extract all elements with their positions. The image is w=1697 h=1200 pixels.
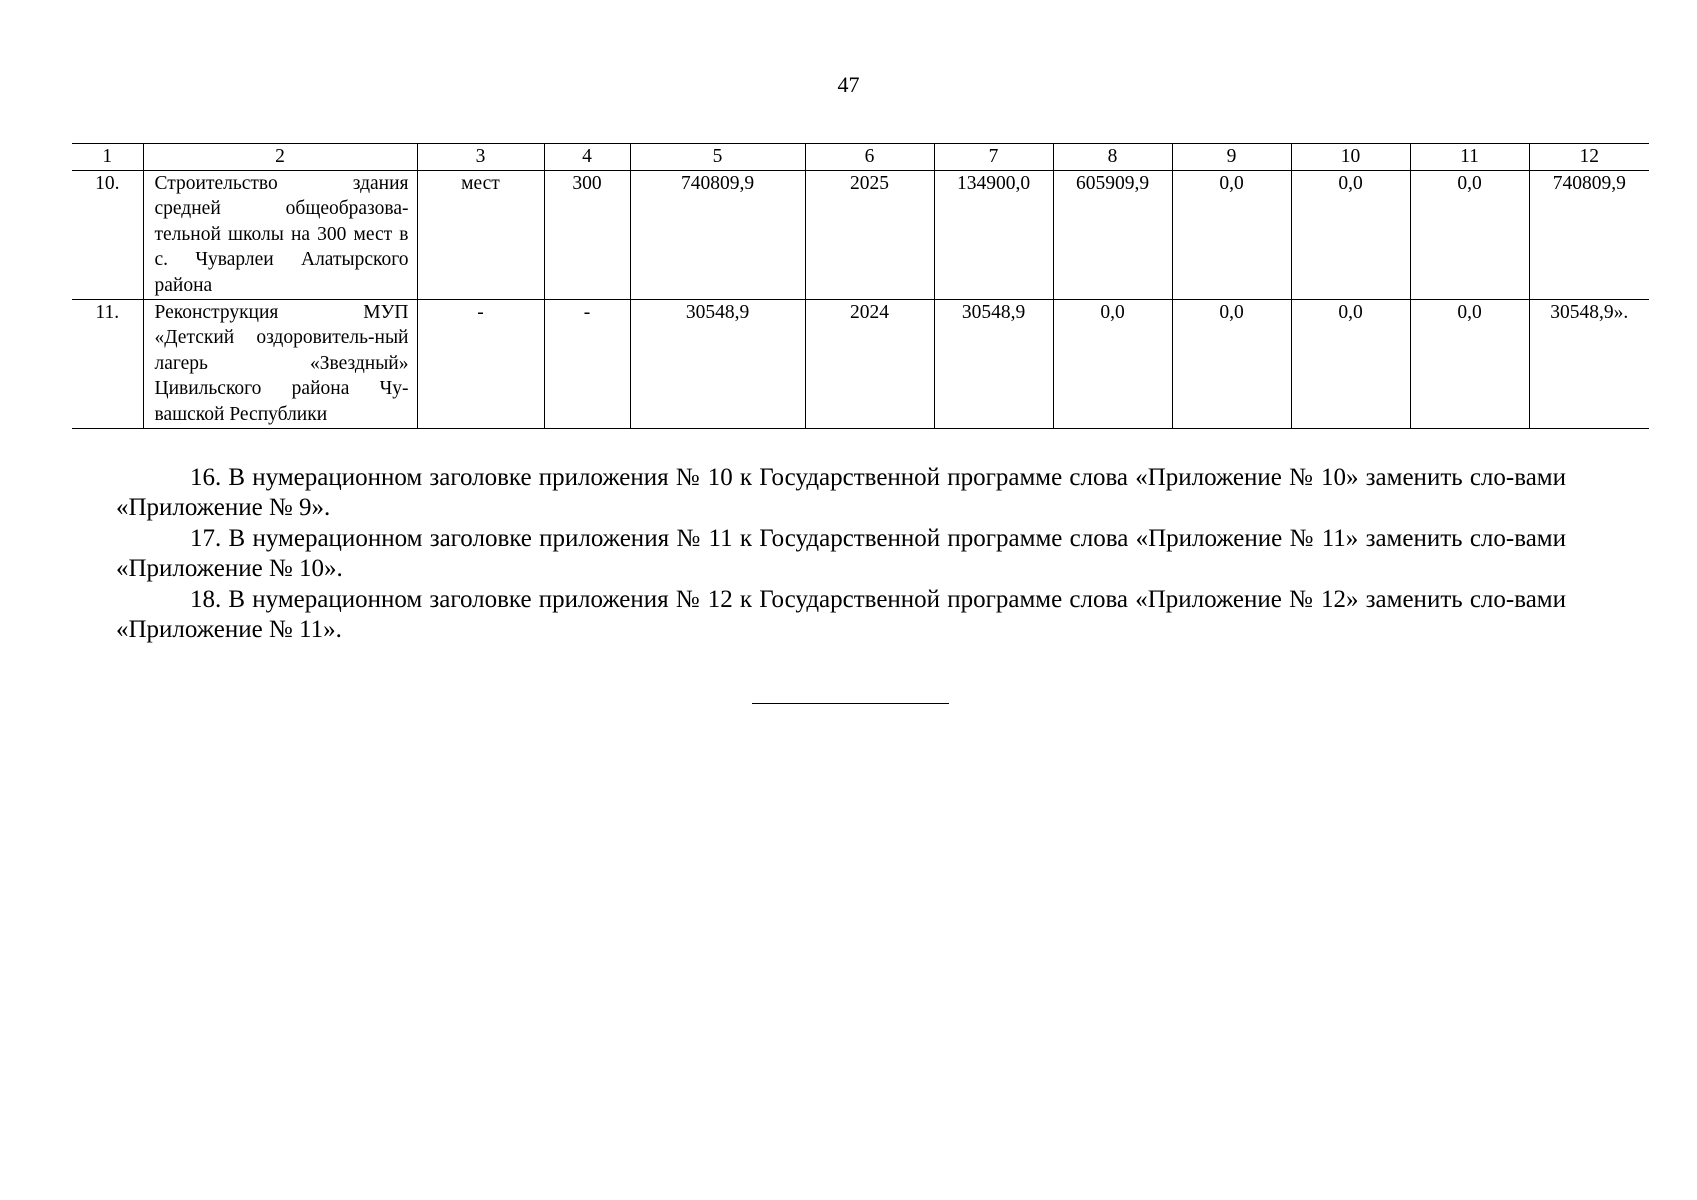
- column-number-4: 4: [544, 144, 630, 171]
- column-number-5: 5: [630, 144, 805, 171]
- cost-cell: 740809,9: [630, 170, 805, 299]
- page-number: 47: [837, 72, 860, 97]
- capacity-cell: 300: [544, 170, 630, 299]
- value-cell-9: 0,0: [1172, 299, 1291, 428]
- table-header-row: [72, 144, 1649, 171]
- column-number-7: 7: [934, 144, 1053, 171]
- value-cell-11: 0,0: [1410, 299, 1529, 428]
- closing-divider: [752, 703, 949, 704]
- paragraph-16: 16. В нумерационном заголовке приложения № 10 к Государственной программе слова «Приложение № 10» заменить сло-вами «Приложение № 9».: [116, 464, 1566, 522]
- unit-cell: мест: [417, 170, 544, 299]
- column-number-8: 8: [1053, 144, 1172, 171]
- unit-cell: -: [417, 299, 544, 428]
- value-cell-10: 0,0: [1291, 299, 1410, 428]
- value-cell-7: 30548,9: [934, 299, 1053, 428]
- column-number-9: 9: [1172, 144, 1291, 171]
- program-objects-table: [72, 143, 1649, 429]
- column-number-3: 3: [417, 144, 544, 171]
- column-number-6: 6: [805, 144, 934, 171]
- object-name: Строительство здания средней общеобразова-тельной школы на 300 мест в с. Чуварлеи Алатырского района: [143, 170, 417, 299]
- value-cell-12: 740809,9: [1529, 170, 1649, 299]
- row-number: 11.: [72, 299, 143, 428]
- column-number-1: 1: [72, 144, 143, 171]
- capacity-cell: -: [544, 299, 630, 428]
- column-number-10: 10: [1291, 144, 1410, 171]
- value-cell-11: 0,0: [1410, 170, 1529, 299]
- value-cell-8: 605909,9: [1053, 170, 1172, 299]
- amendment-paragraphs: [116, 463, 1566, 645]
- cost-cell: 30548,9: [630, 299, 805, 428]
- table-row: [72, 170, 1649, 299]
- value-cell-12: 30548,9».: [1529, 299, 1649, 428]
- table-row: [72, 299, 1649, 428]
- year-cell: 2025: [805, 170, 934, 299]
- paragraph-18: 18. В нумерационном заголовке приложения № 12 к Государственной программе слова «Приложение № 12» заменить сло-вами «Приложение № 11».: [116, 585, 1566, 644]
- paragraph-17: 17. В нумерационном заголовке приложения № 11 к Государственной программе слова «Приложение № 11» заменить сло-вами «Приложение № 10».: [116, 524, 1566, 583]
- value-cell-10: 0,0: [1291, 170, 1410, 299]
- column-number-2: 2: [143, 144, 417, 171]
- value-cell-8: 0,0: [1053, 299, 1172, 428]
- object-name: Реконструкция МУП «Детский оздоровитель-ный лагерь «Звездный» Цивильского района Чу-вашской Республики: [143, 299, 417, 428]
- row-number: 10.: [72, 170, 143, 299]
- column-number-11: 11: [1410, 144, 1529, 171]
- value-cell-9: 0,0: [1172, 170, 1291, 299]
- value-cell-7: 134900,0: [934, 170, 1053, 299]
- column-number-12: 12: [1529, 144, 1649, 171]
- year-cell: 2024: [805, 299, 934, 428]
